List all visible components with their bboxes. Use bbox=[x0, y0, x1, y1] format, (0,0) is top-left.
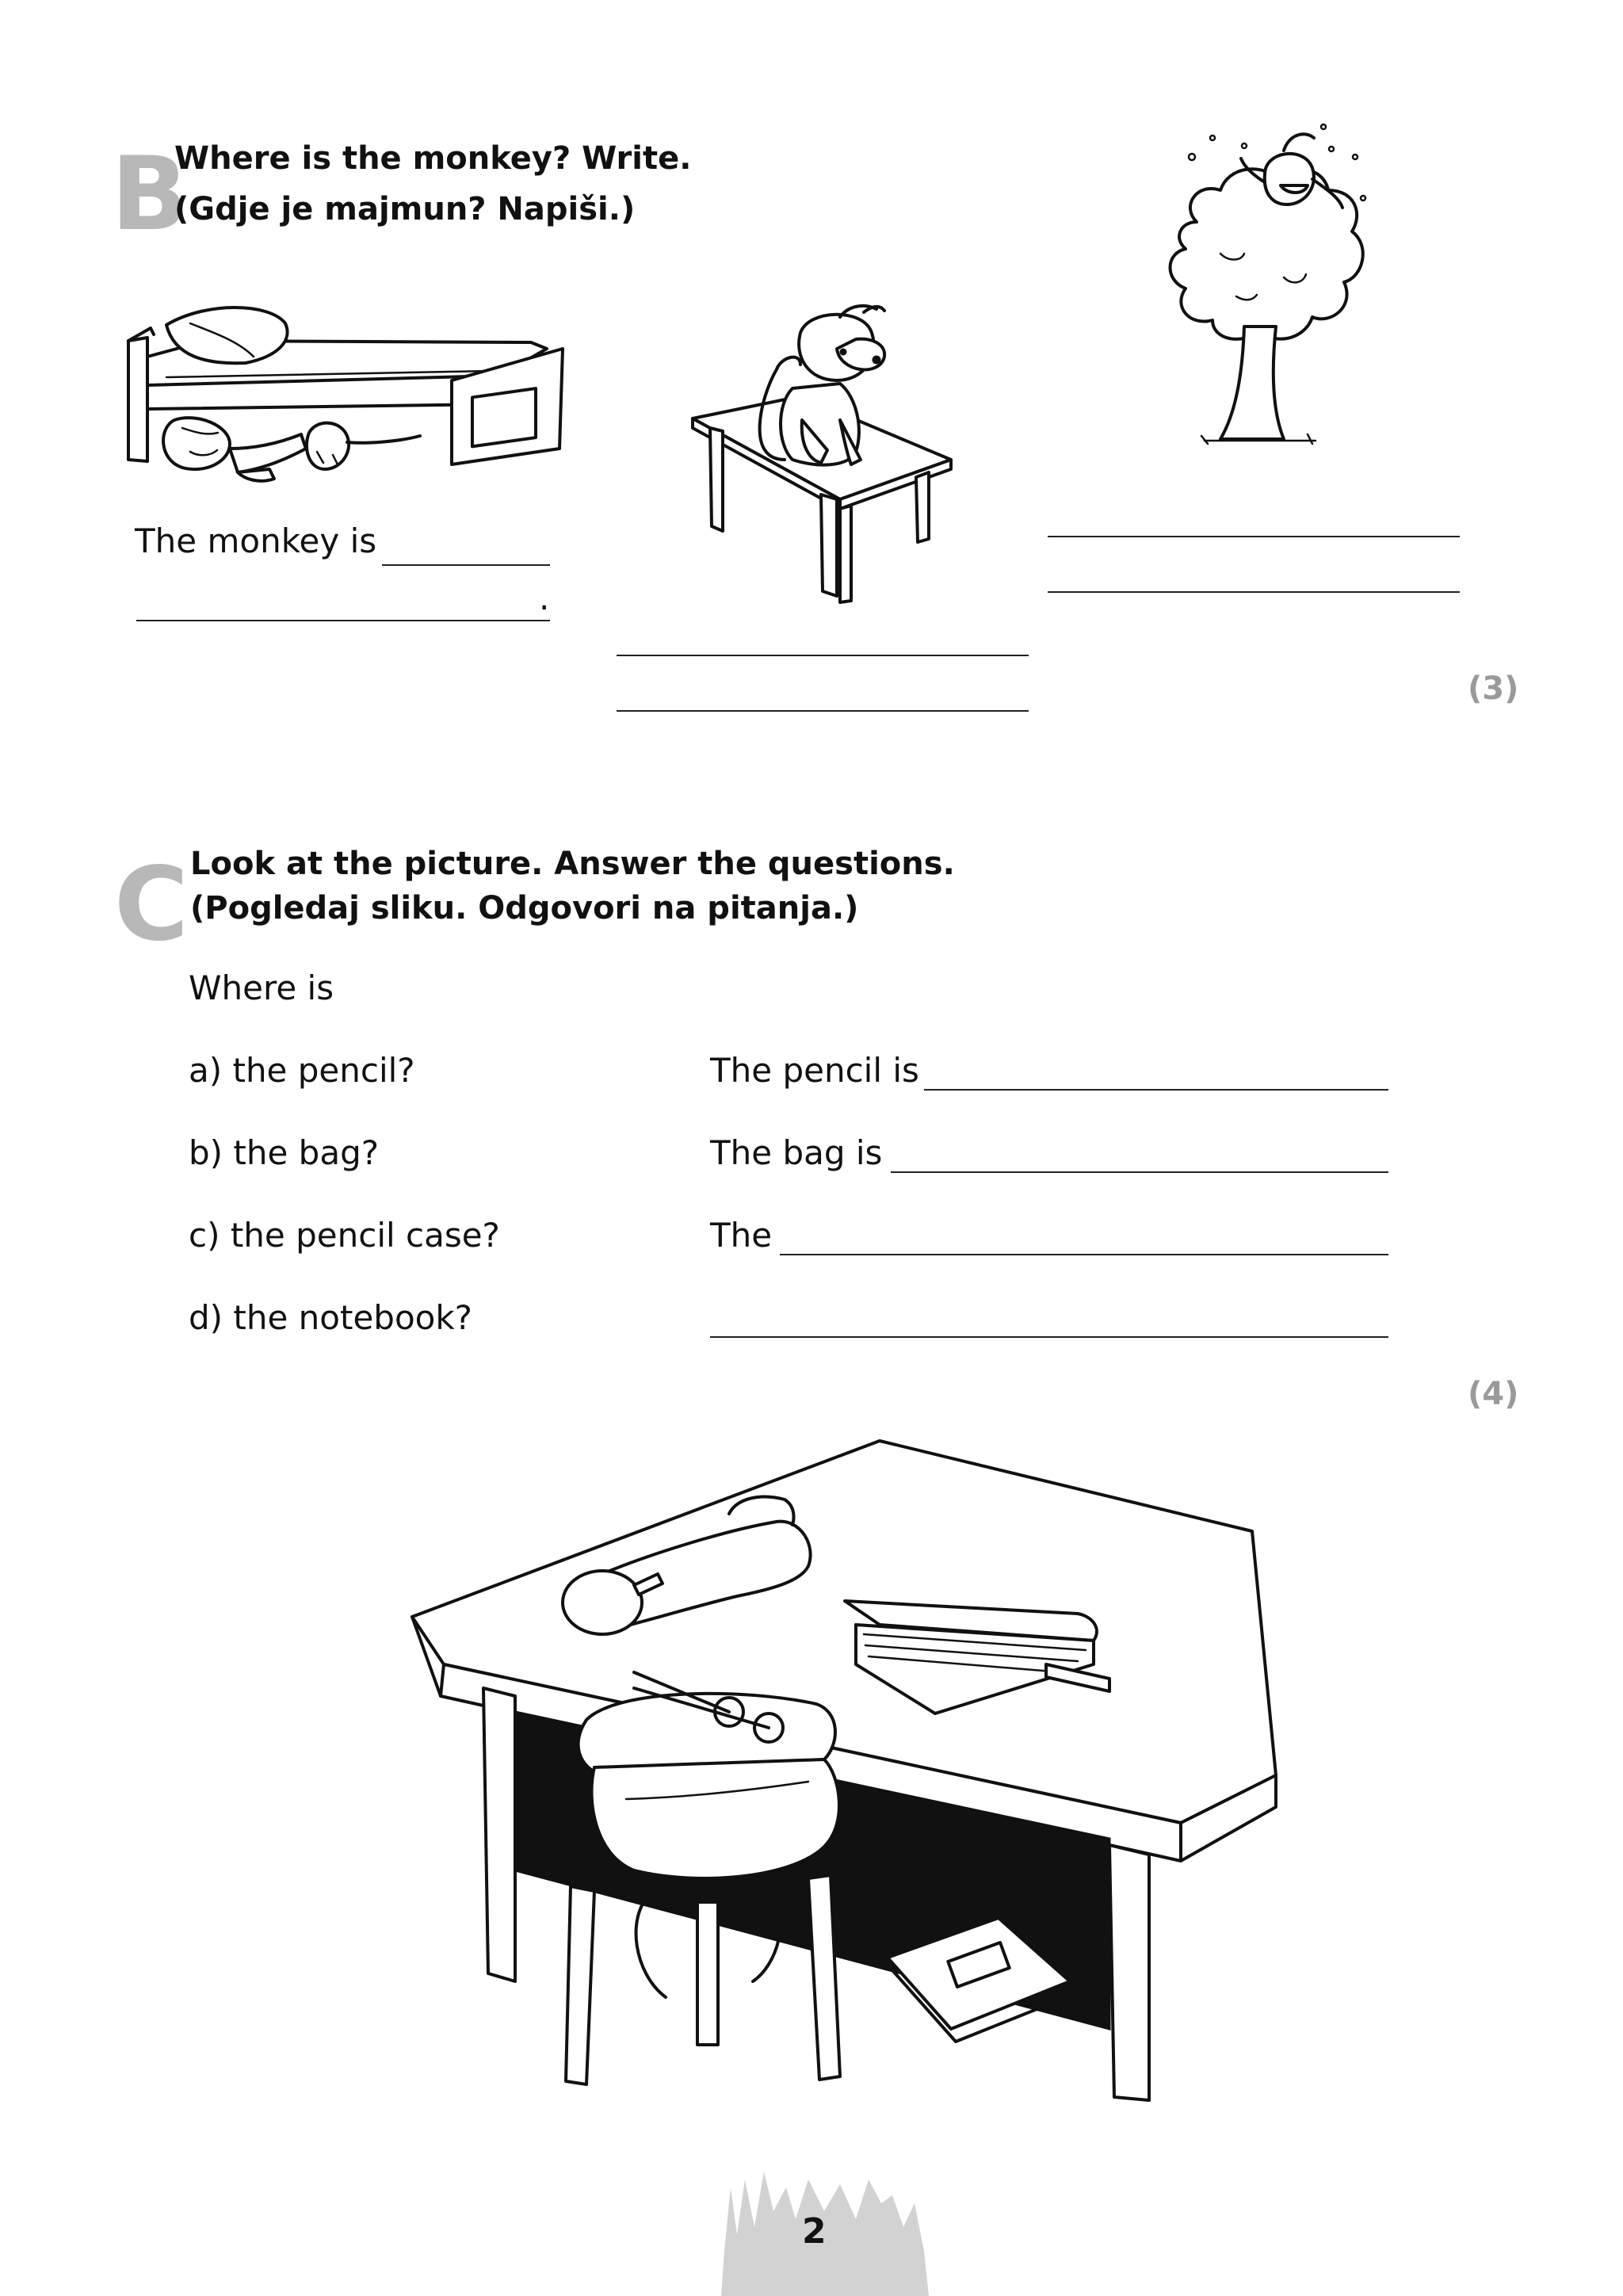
bed-monkey-illustration bbox=[119, 293, 579, 499]
question-c: c) the pencil case? bbox=[189, 1216, 500, 1255]
tree-monkey-illustration bbox=[1125, 119, 1395, 460]
question-b: b) the bag? bbox=[189, 1133, 380, 1172]
where-is-prompt: Where is bbox=[189, 968, 334, 1007]
section-c-letter: C bbox=[114, 846, 189, 964]
section-b-instruction-en: Where is the monkey? Write. bbox=[174, 140, 692, 177]
answer-line-table-1[interactable] bbox=[617, 655, 1029, 656]
answer-d-line[interactable] bbox=[710, 1336, 1388, 1338]
example-answer-start: The monkey is bbox=[135, 521, 377, 560]
question-d: d) the notebook? bbox=[189, 1298, 472, 1337]
answer-line-tree-1[interactable] bbox=[1048, 536, 1460, 537]
section-c-score: (4) bbox=[1468, 1376, 1519, 1412]
answer-line-table-2[interactable] bbox=[617, 710, 1029, 712]
section-c-instruction-hr: (Pogledaj sliku. Odgovori na pitanja.) bbox=[190, 890, 859, 926]
answer-line-tree-2[interactable] bbox=[1048, 591, 1460, 593]
example-answer-line-2[interactable] bbox=[136, 620, 550, 621]
answer-c-start: The bbox=[710, 1216, 773, 1255]
page-number: 2 bbox=[802, 2211, 827, 2252]
desk-scene-illustration bbox=[396, 1427, 1292, 2116]
section-b-instruction-hr: (Gdje je majmun? Napiši.) bbox=[174, 191, 636, 227]
section-b-score: (3) bbox=[1468, 670, 1519, 707]
question-a: a) the pencil? bbox=[189, 1051, 415, 1090]
table-monkey-illustration bbox=[682, 301, 967, 610]
answer-a-line[interactable] bbox=[924, 1089, 1388, 1091]
example-answer-line-1[interactable] bbox=[382, 564, 550, 566]
answer-b-line[interactable] bbox=[891, 1171, 1388, 1173]
answer-b-start: The bag is bbox=[710, 1133, 883, 1172]
answer-a-start: The pencil is bbox=[710, 1051, 919, 1090]
answer-c-line[interactable] bbox=[780, 1254, 1388, 1255]
section-c-instruction-en: Look at the picture. Answer the questions. bbox=[190, 846, 955, 882]
example-answer-end: . bbox=[539, 579, 550, 617]
section-b-letter: B bbox=[111, 136, 189, 254]
